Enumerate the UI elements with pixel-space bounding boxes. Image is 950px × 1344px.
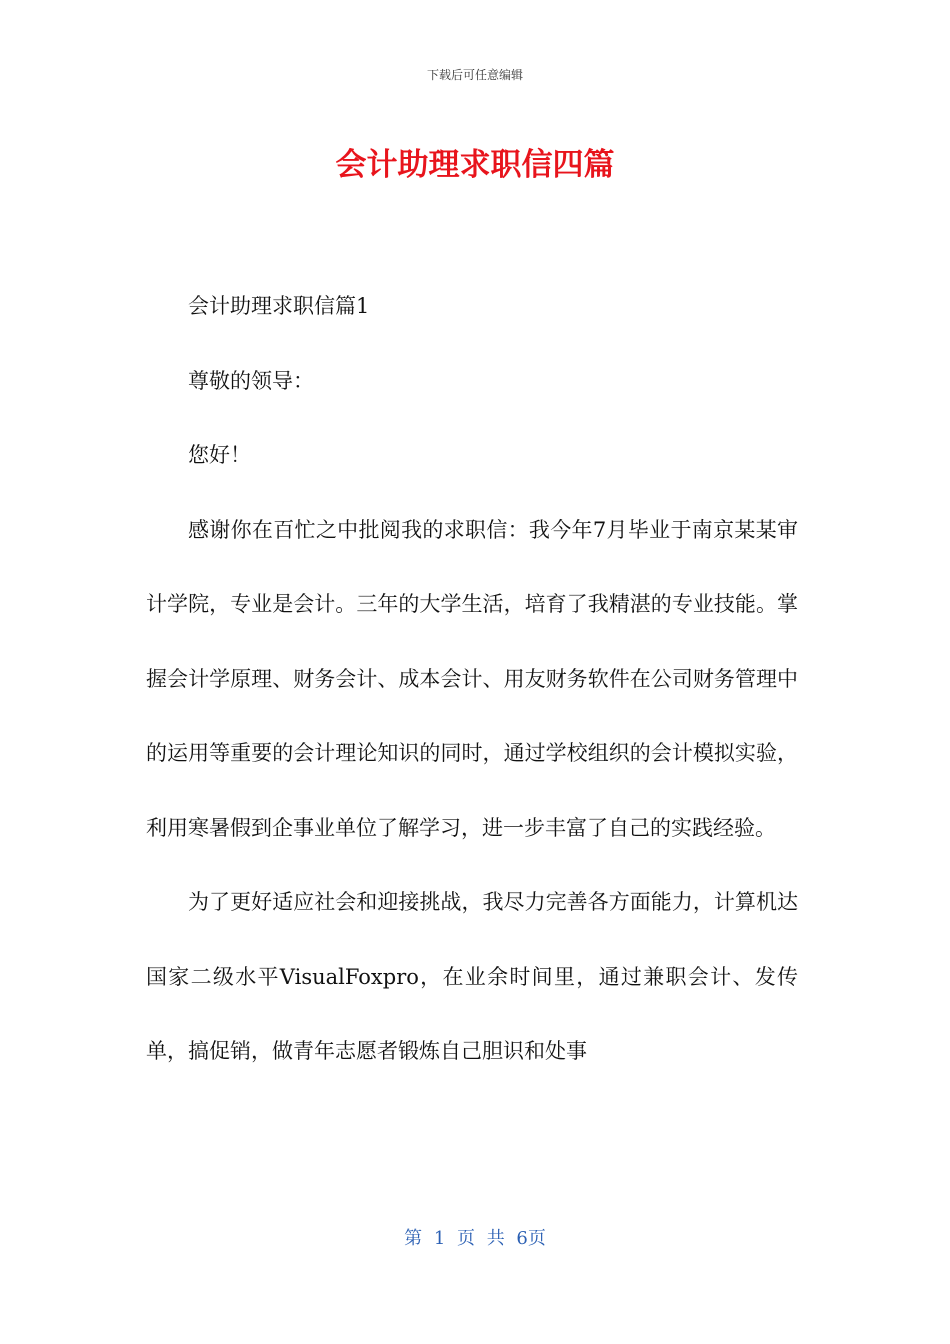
document-body (146, 269, 798, 1089)
body-paragraph: 感谢你在百忙之中批阅我的求职信：我今年7月毕业于南京某某审计学院，专业是会计。三年的大学生活，培育了我精湛的专业技能。掌握会计学原理、财务会计、成本会计、用友财务软件在公司财务管理中的运用等重要的会计理论知识的同时，通过学校组织的会计模拟实验，利用寒暑假到企事业单位了解学习，进一步丰富了自己的实践经验。 (146, 517, 798, 840)
greeting: 您好！ (188, 443, 251, 467)
document-title: 会计助理求职信四篇 (335, 147, 615, 183)
body-paragraph: 为了更好适应社会和迎接挑战，我尽力完善各方面能力，计算机达国家二级水平VisualFoxpro，在业余时间里，通过兼职会计、发传单，搞促销，做青年志愿者锻炼自己胆识和处事 (146, 890, 798, 1063)
download-note: 下载后可任意编辑 (426, 68, 523, 82)
salutation: 尊敬的领导： (188, 368, 314, 393)
section-heading: 会计助理求职信篇1 (188, 294, 370, 318)
page-number: 第 1 页 共 6页 (404, 1228, 546, 1249)
